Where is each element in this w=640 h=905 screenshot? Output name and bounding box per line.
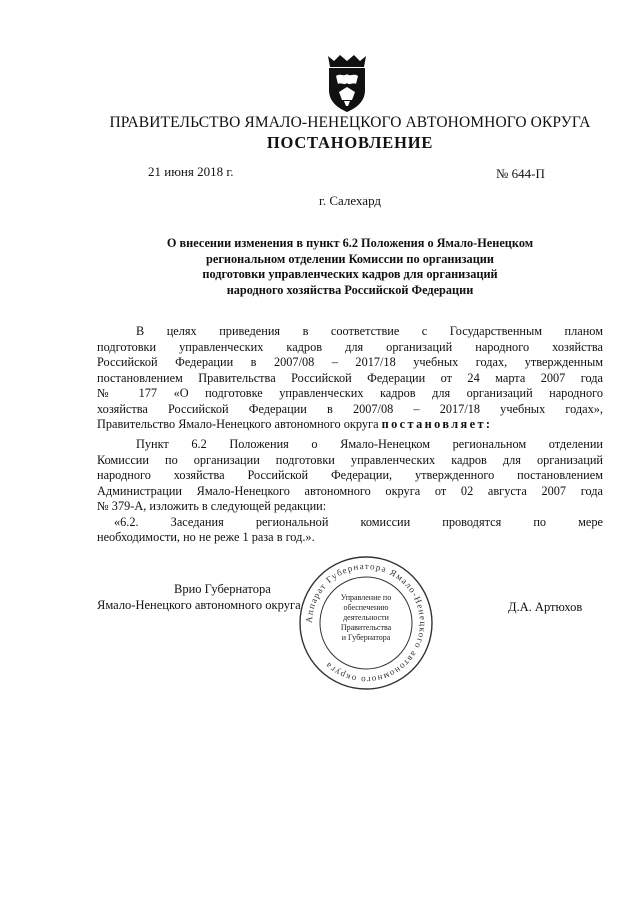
document-city: г. Салехард [318, 193, 382, 208]
stamp-line: Правительства [340, 623, 392, 632]
paragraph-line: «6.2. Заседания региональной комиссии проводятся по мере [114, 514, 603, 529]
document-type: ПОСТАНОВЛЕНИЕ [266, 133, 434, 152]
coat-of-arms-emblem [322, 52, 372, 114]
paragraph-line: № 177 «О подготовке управленческих кадров для организаций народного [97, 386, 603, 400]
heading-line: подготовки управленческих кадров для организаций [202, 267, 498, 281]
decree-paragraph [97, 437, 603, 546]
paragraph-line-last [97, 417, 603, 433]
paragraph-line: народного хозяйства Российской Федерации, утвержденного постановлением [97, 468, 603, 482]
stamp-line: деятельности [343, 613, 389, 622]
paragraph-line: Комиссии по организации подготовки управленческих кадров для организаций [97, 452, 603, 467]
heading-line: региональном отделении Комиссии по организации [206, 251, 494, 266]
stamp-line: Управление по [340, 593, 392, 602]
document-heading [120, 236, 580, 298]
preamble-paragraph [97, 324, 603, 433]
heading-line: народного хозяйства Российской Федерации [226, 282, 474, 297]
paragraph-line: Администрации Ямало-Ненецкого автономного округа от 02 августа 2007 года [97, 483, 603, 498]
document-number: № 644-П [496, 166, 545, 181]
paragraph-line: постановлением Правительства Российской Федерации от 24 марта 2007 года [97, 370, 603, 385]
signatory-region: Ямало-Ненецкого автономного округа [97, 598, 301, 612]
decree-word: постановляет: [381, 417, 493, 431]
paragraph-line: необходимости, но не реже 1 раза в год.». [97, 530, 315, 544]
document-date: 21 июня 2018 г. [148, 164, 234, 179]
paragraph-line: № 379-А, изложить в следующей редакции: [97, 499, 327, 513]
stamp-line: обеспечению [343, 603, 389, 612]
signatory-name: Д.А. Артюхов [508, 600, 583, 614]
paragraph-line: хозяйства Российской Федерации в 2007/08 – 2017/18 учебных годах», [97, 401, 603, 416]
paragraph-line-text: Правительство Ямало-Ненецкого автономного округа [97, 417, 379, 431]
government-title: ПРАВИТЕЛЬСТВО ЯМАЛО-НЕНЕЦКОГО АВТОНОМНОГО ОКРУГА [109, 114, 591, 131]
signatory-role: Врио Губернатора [174, 582, 271, 596]
stamp-line: и Губернатора [341, 633, 391, 642]
stamp-ring-text: Аппарат Губернатора Ямало-Ненецкого автономного округа [303, 560, 429, 686]
paragraph-line: В целях приведения в соответствие с Государственным планом [136, 324, 603, 338]
paragraph-line: подготовки управленческих кадров для организаций народного хозяйства [97, 339, 603, 354]
heading-line: О внесении изменения в пункт 6.2 Положения о Ямало-Ненецком [166, 236, 534, 250]
paragraph-line: Российской Федерации в 2007/08 – 2017/18 учебных годах, утвержденным [97, 355, 603, 369]
stamp-inner-text [318, 593, 414, 643]
paragraph-line: Пункт 6.2 Положения о Ямало-Ненецком региональном отделении [136, 437, 603, 451]
